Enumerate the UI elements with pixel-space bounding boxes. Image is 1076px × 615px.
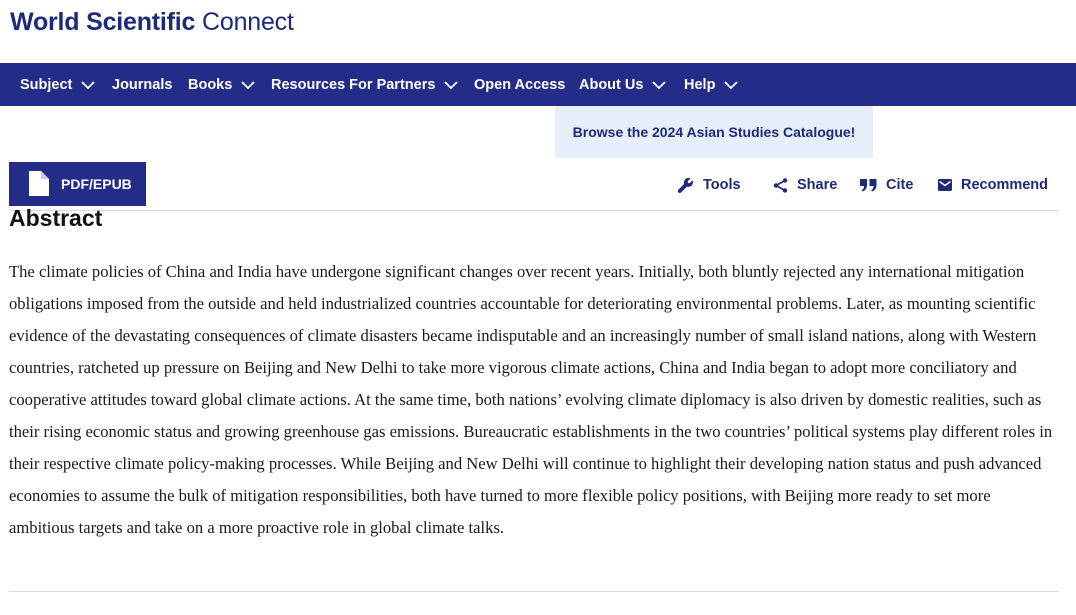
recommend-label: Recommend	[961, 177, 1049, 193]
nav-item-resources-for-partners[interactable]	[271, 63, 459, 106]
logo-light-text: Connect	[202, 8, 294, 36]
promo-label: Browse the 2024 Asian Studies Catalogue!	[572, 124, 856, 140]
site-logo[interactable]	[10, 8, 294, 37]
quote-icon	[860, 178, 877, 192]
nav-item-label: Resources For Partners	[271, 76, 436, 93]
pdf-epub-button[interactable]	[9, 162, 146, 206]
header	[0, 0, 1076, 63]
nav-item-about-us[interactable]	[579, 63, 667, 106]
cite-label: Cite	[886, 177, 914, 193]
nav-item-help[interactable]	[684, 63, 739, 106]
chevron-down-icon	[443, 80, 459, 90]
nav-item-subject[interactable]	[20, 63, 96, 106]
share-label: Share	[797, 177, 838, 193]
divider	[9, 591, 1059, 592]
nav-item-label: Books	[188, 76, 233, 93]
recommend-button[interactable]	[938, 172, 1048, 198]
tools-label: Tools	[703, 177, 741, 193]
nav-item-label: Open Access	[474, 76, 566, 93]
envelope-icon	[938, 179, 952, 191]
tools-button[interactable]	[677, 172, 741, 198]
abstract-heading: Abstract	[9, 205, 103, 231]
nav-item-books[interactable]	[188, 63, 256, 106]
logo-bold-text: World Scientific	[10, 8, 196, 36]
abstract-text: The climate policies of China and India have undergone significant changes over recent years. Initially, both bluntly rejected any international mitigation obligations imposed from the outside and held industrialized countries accountable for deteriorating environmental problems. Later, as mounting scientific evidence of the devastating consequences of climate disasters became indisputable and an increasingly number of small island nations, along with Western countries, ratcheted up pressure on Beijing and New Delhi to take more vigorous climate actions, China and India began to adopt more conciliatory and cooperative attitudes toward global climate actions. At the same time, both nations’ evolving climate diplomacy is also driven by domestic realities, such as their rising economic status and growing greenhouse gas emissions. Bureaucratic establishments in the two countries’ political systems play different roles in their respective climate policy-making processes. While Beijing and New Delhi will continue to highlight their developing nation status and push advanced economies to assume the bulk of mitigation responsibilities, both have turned to more flexible policy positions, with Beijing more ready to set more ambitious targets and take on a more proactive role in global climate talks.	[9, 262, 1053, 537]
catalogue-promo-link[interactable]	[555, 106, 873, 158]
nav-item-label: Journals	[112, 76, 173, 93]
wrench-icon	[677, 177, 694, 194]
chevron-down-icon	[651, 80, 667, 90]
pdf-epub-label: PDF/EPUB	[61, 176, 132, 192]
document-icon	[29, 171, 49, 196]
chevron-down-icon	[723, 80, 739, 90]
chevron-down-icon	[80, 80, 96, 90]
share-icon	[773, 178, 788, 193]
nav-item-label: About Us	[579, 76, 644, 93]
share-button[interactable]	[773, 172, 837, 198]
nav-item-label: Subject	[20, 76, 73, 93]
divider	[9, 210, 1059, 211]
nav-item-label: Help	[684, 76, 716, 93]
nav-item-open-access[interactable]	[474, 63, 565, 106]
main-nav	[0, 63, 1076, 106]
chevron-down-icon	[240, 80, 256, 90]
cite-button[interactable]	[860, 172, 913, 198]
nav-item-journals[interactable]	[112, 63, 172, 106]
